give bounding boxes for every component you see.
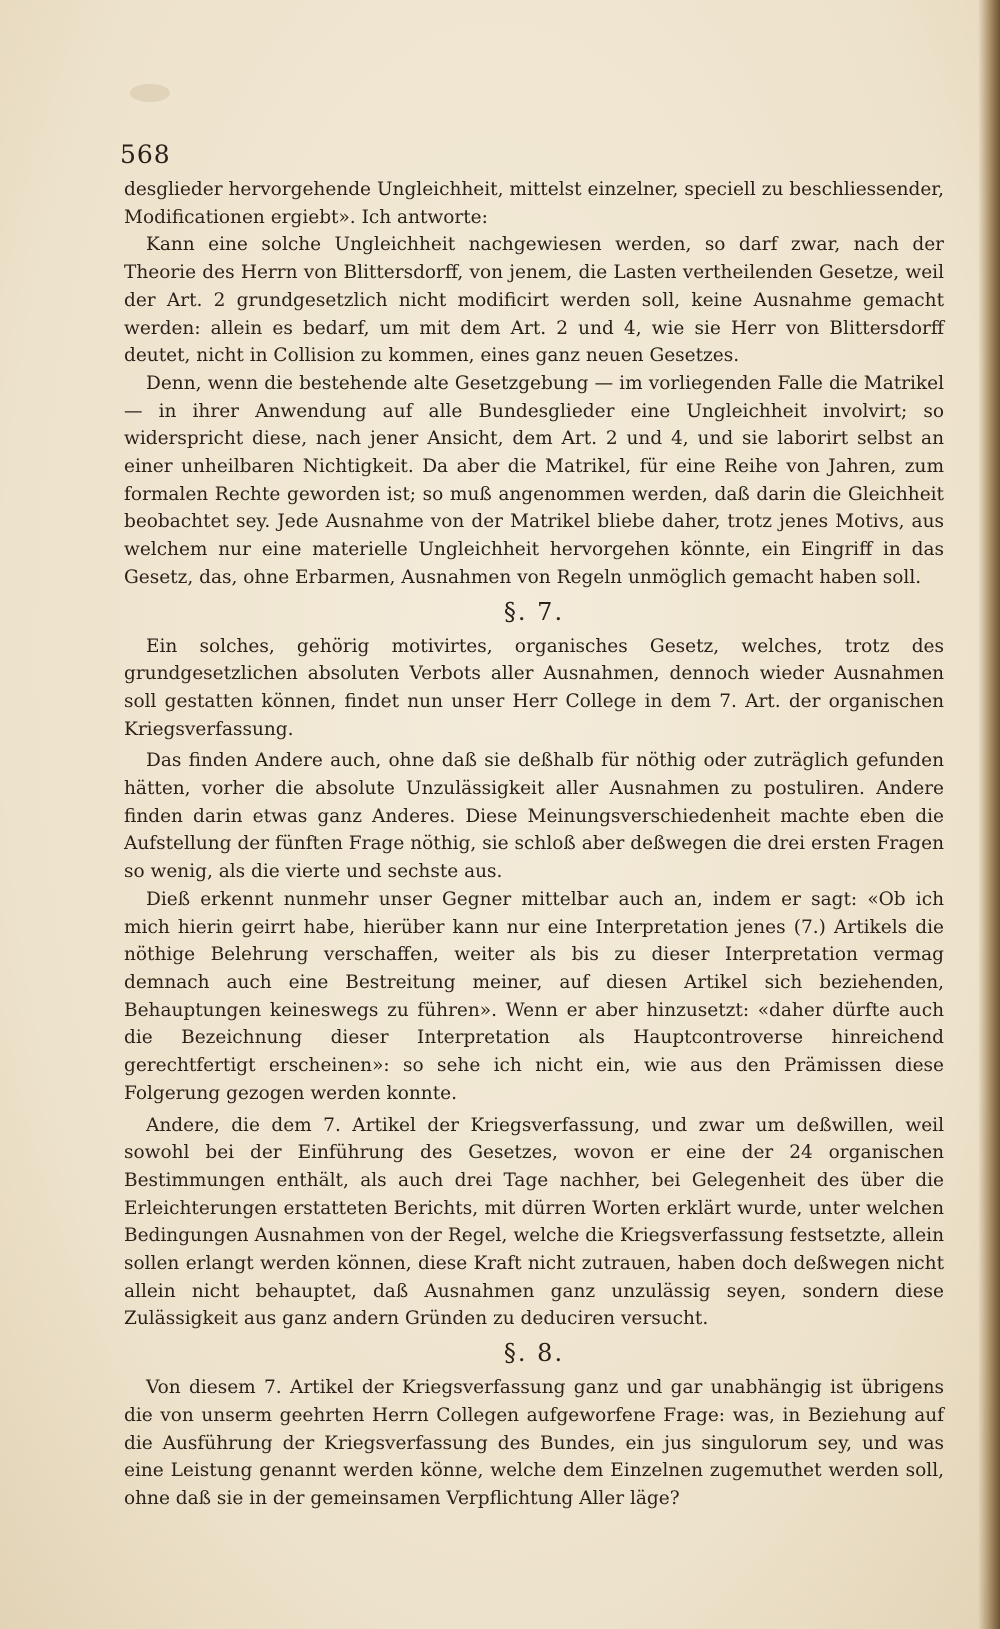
- paragraph: Denn, wenn die bestehende alte Gesetzgebung — im vorliegenden Falle die Matrikel — in ihrer Anwendung auf alle Bundesglieder eine Ungleichheit involvirt; so widerspricht diese, nach jener Ansicht, dem Art. 2 und 4, und sie laborirt selbst an einer unheilbaren Nichtigkeit. Da aber die Matrikel, für eine Reihe von Jahren, zum formalen Rechte geworden ist; so muß angenommen werden, daß darin die Gleichheit beobachtet sey. Jede Ausnahme von der Matrikel bliebe daher, trotz jenes Motivs, aus welchem nur eine materielle Ungleichheit hervorgehen könnte, ein Eingriff in das Gesetz, das, ohne Erbarmen, Ausnahmen von Regeln unmöglich gemacht haben soll.: [124, 372, 944, 588]
- paper-stain: [130, 84, 170, 102]
- page-edge-shadow: [978, 0, 1000, 1629]
- paragraph: Ein solches, gehörig motivirtes, organisches Gesetz, welches, trotz des grundgesetzlichen absoluten Verbots aller Ausnahmen, dennoch wieder Ausnahmen soll gestatten können, findet nun unser Herr College in dem 7. Art. der organischen Kriegsverfassung.: [124, 635, 944, 740]
- paragraph: Dieß erkennt nunmehr unser Gegner mittelbar auch an, indem er sagt: «Ob ich mich hierin geirrt habe, hierüber kann nur eine Interpretation jenes (7.) Artikels die nöthige Belehrung verschaffen, weiter als bis zu dieser Interpretation vermag demnach auch eine Bestreitung meiner, auf diesen Artikel sich beziehenden, Behauptungen keineswegs zu führen». Wenn er aber hinzusetzt: «daher dürfte auch die Bezeichnung dieser Interpretation als Hauptcontroverse hinreichend gerechtfertigt erscheinen»: so sehe ich nicht ein, wie aus den Prämissen diese Folgerung gezogen werden konnte.: [124, 888, 944, 1104]
- section-heading-7: §. 7.: [503, 597, 565, 626]
- paragraph: Das finden Andere auch, ohne daß sie deßhalb für nöthig oder zuträglich gefunden hätten, vorher die absolute Unzulässigkeit aller Ausnahmen zu postuliren. Andere finden darin etwas ganz Anderes. Diese Meinungsverschiedenheit machte eben die Aufstellung der fünften Frage nöthig, sie schloß aber deßwegen die drei ersten Fragen so wenig, als die vierte und sechste aus.: [124, 750, 944, 883]
- paragraph-continued: desglieder hervorgehende Ungleichheit, mittelst einzelner, speciell zu beschliessender, Modificationen ergiebt». Ich antworte:: [124, 179, 944, 228]
- paragraph: Von diesem 7. Artikel der Kriegsverfassung ganz und gar unabhängig ist übrigens die von unserm geehrten Herrn Collegen aufgeworfene Frage: was, in Beziehung auf die Ausführung der Kriegsverfassung des Bundes, ein jus singulorum sey, und was eine Leistung genannt werden könne, welche dem Einzelnen zugemuthet werden soll, ohne daß sie in der gemeinsamen Verpflichtung Aller läge?: [124, 1377, 944, 1509]
- body-text: [124, 176, 944, 1513]
- page-number: 568: [120, 140, 171, 169]
- section-heading-8: §. 8.: [503, 1339, 565, 1368]
- paragraph: Andere, die dem 7. Artikel der Kriegsverfassung, und zwar um deßwillen, weil sowohl bei der Einführung des Gesetzes, wovon er eine der 24 organischen Bestimmungen enthält, als auch drei Tage nachher, bei Gelegenheit des über die Erleichterungen erstatteten Berichts, mit dürren Worten erklärt wurde, unter welchen Bedingungen Ausnahmen von der Regel, welche die Kriegsverfassung festsetzte, allein sollen erlangt werden können, diese Kraft nicht zutrauen, haben doch deßwegen nicht allein nicht behauptet, daß Ausnahmen ganz unzulässig seyen, sondern diese Zulässigkeit aus ganz andern Gründen zu deduciren versucht.: [124, 1114, 944, 1330]
- paragraph: Kann eine solche Ungleichheit nachgewiesen werden, so darf zwar, nach der Theorie des Herrn von Blittersdorff, von jenem, die Lasten vertheilenden Gesetze, weil der Art. 2 grundgesetzlich nicht modificirt werden soll, keine Ausnahme gemacht werden: allein es bedarf, um mit dem Art. 2 und 4, wie sie Herr von Blittersdorff deutet, nicht in Collision zu kommen, eines ganz neuen Gesetzes.: [124, 234, 944, 367]
